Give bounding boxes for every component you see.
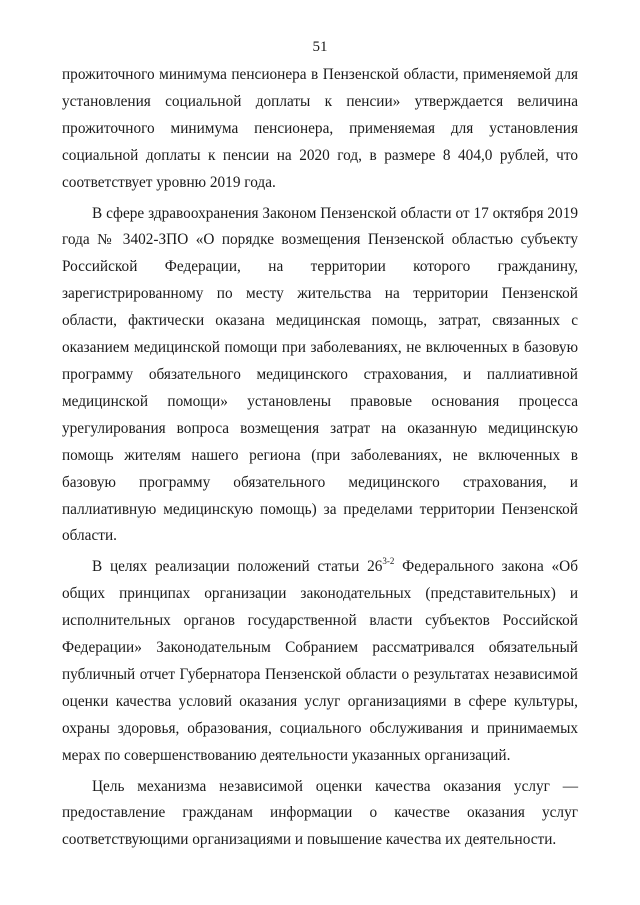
page-number: 51: [312, 39, 328, 55]
paragraph-text-before: В целях реализации положений статьи 26: [92, 558, 383, 576]
paragraph-healthcare: В сфере здравоохранения Законом Пензенской области от 17 октября 2019 года № 3402-ЗПО «О порядке возмещения Пензенской областью субъекту Российской Федерации, на территории которого гражданину, зарегистрированному по месту жительства на территории Пензенской области, фактически оказана медицинская помощь, затрат, связанных с оказанием медицинской помощи при заболеваниях, не включенных в базовую программу обязательного медицинского страхования, и паллиативной медицинской помощи» установлены правовые основания процесса урегулирования вопроса возмещения затрат на оказанную медицинскую помощь жителям нашего региона (при заболеваниях, не включенных в базовую программу обязательного медицинского страхования, и паллиативную медицинскую помощь) за пределами территории Пензенской области.: [62, 204, 578, 545]
paragraph-text-after: Федерального закона «Об общих принципах организации законодательных (представительных) и исполнительных органов государственной власти субъектов Российской Федерации» Законодательным Собранием рассматривался обязательный публичный отчет Губернатора Пензенской области о результатах независимой оценки качества условий оказания услуг организациями в сфере культуры, охраны здоровья, образования, социального обслуживания и принимаемых мерах по совершенствованию деятельности указанных организаций.: [62, 558, 578, 764]
paragraph-continuation: прожиточного минимума пенсионера в Пензенской области, применяемой для установления социальной доплаты к пенсии» утверждается величина прожиточного минимума пенсионера, применяемая для установления социальной доплаты к пенсии на 2020 год, в размере 8 404,0 рублей, что соответствует уровню 2019 года.: [62, 66, 578, 191]
paragraph-evaluation-report: [62, 554, 578, 769]
article-superscript: 3-2: [382, 556, 395, 567]
paragraph-goal: Цель механизма независимой оценки качества оказания услуг — предоставление гражданам информации о качестве оказания услуг соответствующими организациями и повышение качества их деятельности.: [62, 777, 578, 849]
document-body: [62, 62, 578, 854]
